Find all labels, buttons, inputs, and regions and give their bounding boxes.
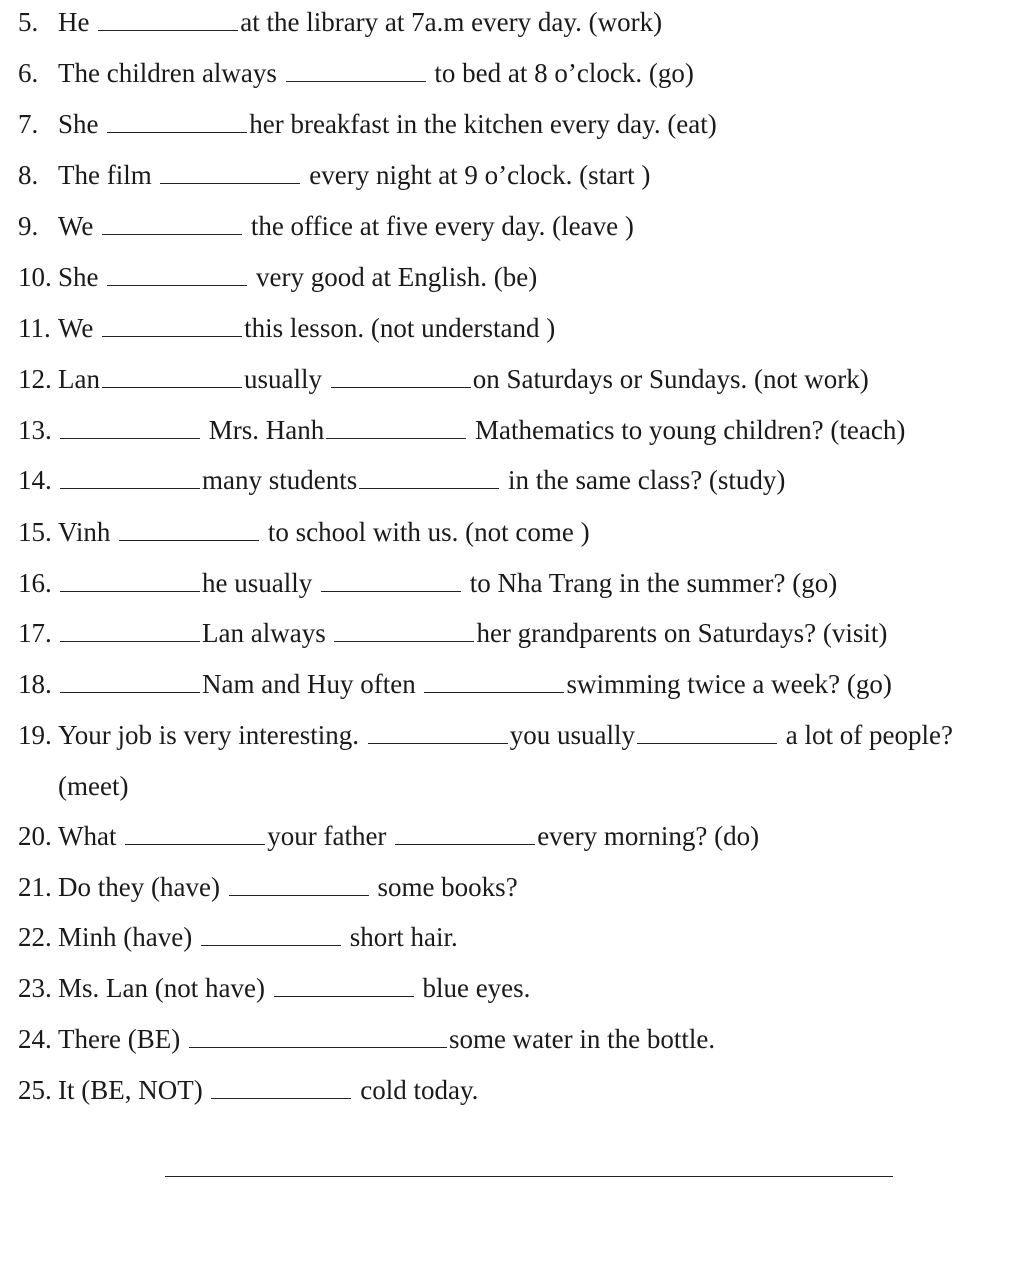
exercise-text: usually [243,364,329,394]
exercise-number: 14. [18,465,52,495]
exercise-text: every night at 9 o’clock. (start ) [302,160,651,190]
exercise-5 [18,5,1016,39]
exercise-20 [18,819,1016,853]
exercise-text: Nam and Huy often [202,669,423,699]
exercise-text: to school with us. (not come ) [261,517,590,547]
exercise-number: 7. [18,109,39,139]
answer-blank[interactable] [637,742,777,744]
exercise-text: short hair. [342,922,458,952]
exercise-13 [18,413,1016,447]
exercise-text: Mrs. Hanh [202,415,325,445]
exercise-19 [18,718,1016,752]
answer-blank[interactable] [189,1046,447,1048]
answer-blank[interactable] [326,437,466,439]
exercise-text: Ms. Lan (not have) [58,973,272,1003]
exercise-number: 6. [18,58,39,88]
exercise-text: he usually [202,568,319,598]
answer-blank[interactable] [107,131,247,133]
answer-blank[interactable] [60,640,200,642]
exercise-number: 18. [18,669,52,699]
exercise-text: some water in the bottle. [448,1024,716,1054]
answer-blank[interactable] [211,1097,351,1099]
exercise-10 [18,260,1016,294]
answer-blank[interactable] [368,742,508,744]
exercise-text: in the same class? (study) [501,465,786,495]
exercise-text: some books? [370,872,518,902]
exercise-24 [18,1022,1016,1056]
exercise-number: 24. [18,1024,52,1054]
exercise-number: 15. [18,517,52,547]
exercise-text: cold today. [353,1075,479,1105]
answer-blank[interactable] [102,335,242,337]
exercise-text: at the library at 7a.m every day. (work) [240,7,663,37]
exercise-number: 10. [18,262,52,292]
exercise-text: The film [58,160,159,190]
exercise-text: your father [267,821,394,851]
answer-blank[interactable] [395,843,535,845]
answer-blank[interactable] [60,691,200,693]
answer-blank[interactable] [334,640,474,642]
exercise-22 [18,920,1016,954]
exercise-text: Your job is very interesting. [58,720,366,750]
exercise-text: It (BE, NOT) [58,1075,210,1105]
exercise-text: Lan [58,364,100,394]
exercise-text: every morning? (do) [537,821,760,851]
answer-blank[interactable] [98,29,238,31]
answer-blank[interactable] [60,437,200,439]
exercise-21 [18,870,1016,904]
exercise-text: Lan always [202,618,333,648]
answer-blank[interactable] [274,995,414,997]
answer-blank[interactable] [160,182,300,184]
exercise-text: you usually [509,720,635,750]
exercise-16 [18,566,1016,600]
exercise-8 [18,158,1016,192]
exercise-number: 8. [18,160,39,190]
answer-blank[interactable] [331,386,471,388]
exercise-text: on Saturdays or Sundays. (not work) [472,364,869,394]
exercise-text: The children always [58,58,284,88]
exercise-text: He [58,7,97,37]
exercise-text: There (BE) [58,1024,187,1054]
answer-blank[interactable] [102,386,242,388]
exercise-text: Do they (have) [58,872,227,902]
exercise-15 [18,515,1016,549]
exercise-number: 16. [18,568,52,598]
exercise-continuation: (meet) [58,771,129,801]
exercise-12 [18,362,1016,396]
exercise-11 [18,311,1016,345]
exercise-9 [18,209,1016,243]
answer-blank[interactable] [102,233,242,235]
exercise-number: 13. [18,415,52,445]
exercise-text: We [58,211,101,241]
exercise-text: She [58,109,106,139]
closing-rule [165,1175,893,1177]
exercise-text: We [58,313,101,343]
exercise-number: 25. [18,1075,52,1105]
exercise-text: swimming twice a week? (go) [566,669,892,699]
exercise-text: her breakfast in the kitchen every day. (eat) [249,109,717,139]
exercise-text: a lot of people? [779,720,953,750]
answer-blank[interactable] [424,691,564,693]
exercise-number: 11. [18,313,51,343]
answer-blank[interactable] [229,894,369,896]
exercise-text: What [58,821,124,851]
answer-blank[interactable] [201,944,341,946]
exercise-text: to bed at 8 o’clock. (go) [427,58,694,88]
exercise-number: 22. [18,922,52,952]
exercise-text: very good at English. (be) [249,262,538,292]
answer-blank[interactable] [125,843,265,845]
exercise-number: 17. [18,618,52,648]
exercise-text: She [58,262,106,292]
exercise-number: 20. [18,821,52,851]
exercise-text: this lesson. (not understand ) [244,313,556,343]
answer-blank[interactable] [286,80,426,82]
exercise-number: 5. [18,7,39,37]
exercise-text: blue eyes. [415,973,531,1003]
exercise-text: the office at five every day. (leave ) [244,211,634,241]
exercise-number: 21. [18,872,52,902]
answer-blank[interactable] [359,487,499,489]
exercise-number: 23. [18,973,52,1003]
exercise-text: to Nha Trang in the summer? (go) [462,568,838,598]
exercise-number: 12. [18,364,52,394]
exercise-7 [18,107,1016,141]
answer-blank[interactable] [107,284,247,286]
exercise-number: 9. [18,211,39,241]
exercise-text: her grandparents on Saturdays? (visit) [476,618,888,648]
answer-blank[interactable] [119,539,259,541]
answer-blank[interactable] [321,590,461,592]
exercise-23 [18,971,1016,1005]
answer-blank[interactable] [60,590,200,592]
exercise-25 [18,1073,1016,1107]
exercise-18 [18,667,1016,701]
exercise-text: many students [202,465,358,495]
exercise-17 [18,616,1016,650]
exercise-number: 19. [18,720,52,750]
exercise-6 [18,56,1016,90]
exercise-text: Vinh [58,517,118,547]
answer-blank[interactable] [60,487,200,489]
exercise-14 [18,463,1016,497]
exercise-text: Minh (have) [58,922,199,952]
exercise-text: Mathematics to young children? (teach) [468,415,906,445]
